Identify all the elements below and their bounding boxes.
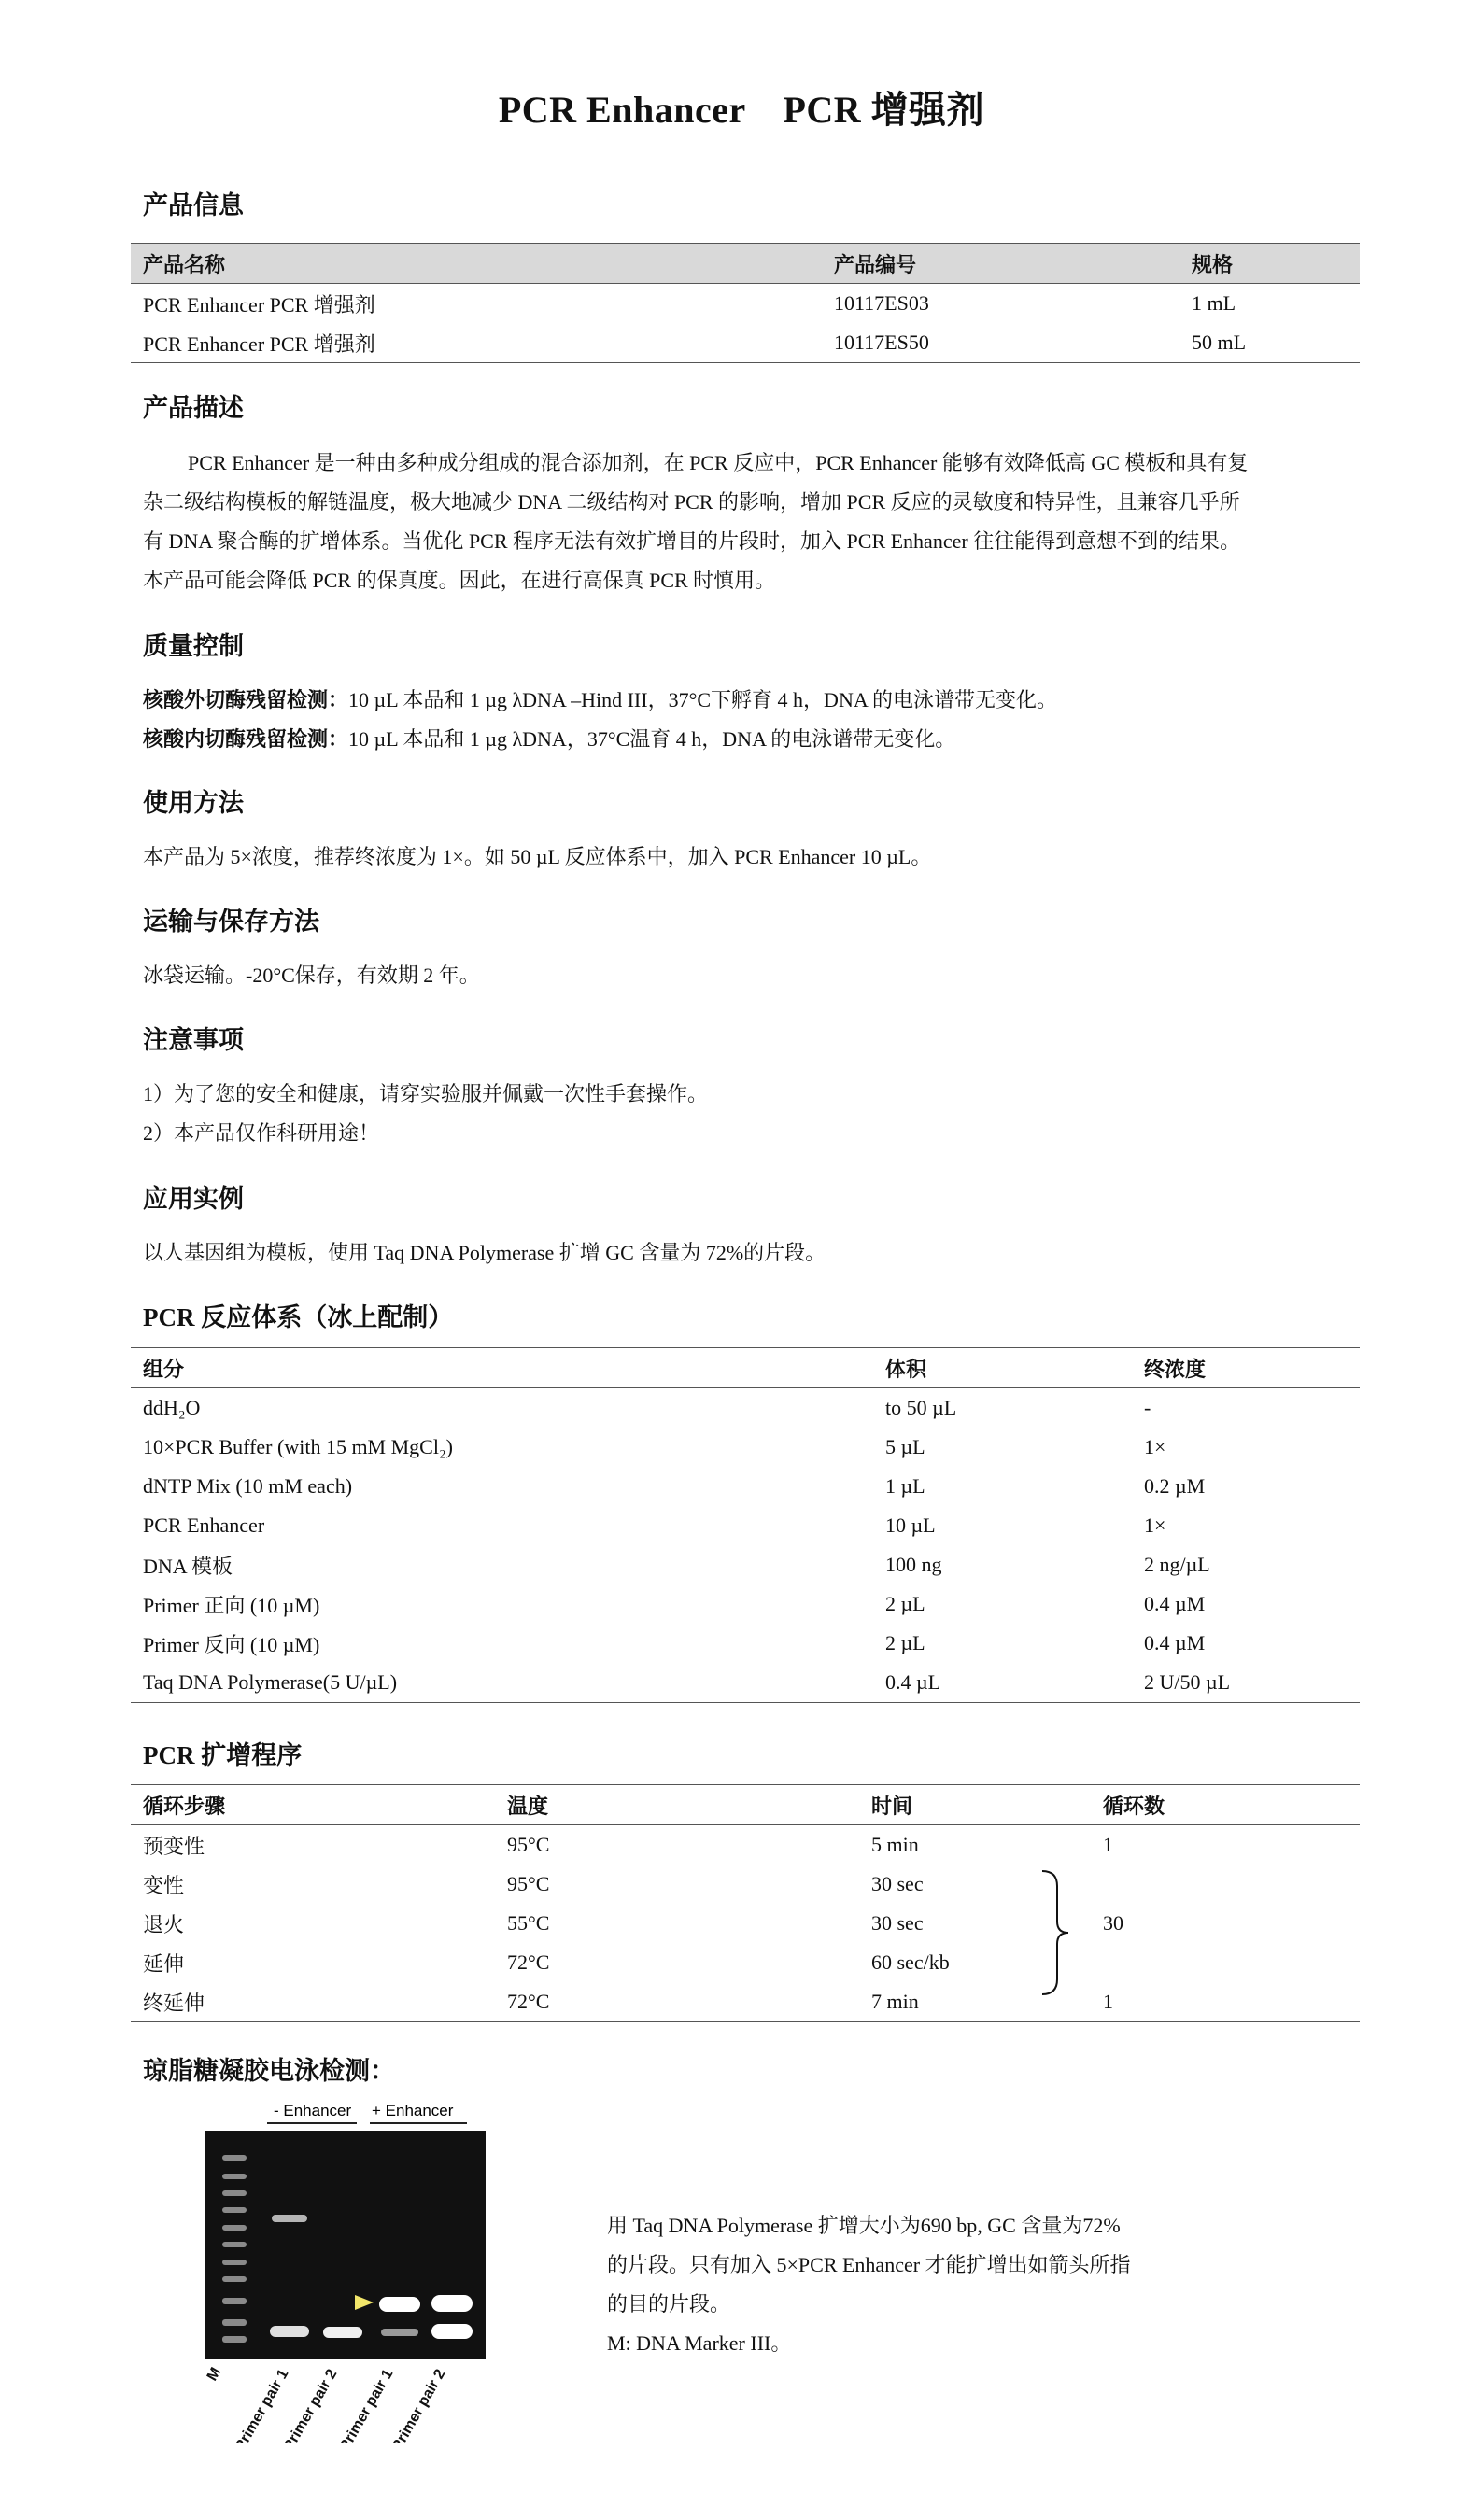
- notes-list: [143, 1075, 1357, 1153]
- table-cell: Primer 反向 (10 µM): [143, 1632, 320, 1656]
- note-item: 1）为了您的安全和健康，请穿实验服并佩戴一次性手套操作。: [143, 1082, 709, 1105]
- storage-text: 冰袋运输。-20°C保存，有效期 2 年。: [143, 964, 480, 987]
- table-cell: 预变性: [143, 1834, 205, 1858]
- table-cell: PCR Enhancer PCR 增强剂: [143, 292, 375, 317]
- table-cell: 2 ng/µL: [1144, 1553, 1210, 1576]
- table-cell: 0.2 µM: [1144, 1474, 1206, 1498]
- column-header: 体积: [885, 1357, 927, 1381]
- table-cell: 2 µL: [885, 1631, 925, 1654]
- table-cell: 1: [1103, 1990, 1113, 2013]
- table-cell: PCR Enhancer: [143, 1513, 265, 1537]
- table-cell: 30: [1103, 1911, 1123, 1935]
- table-cell: 1 mL: [1192, 291, 1236, 315]
- gel-caption-line: M: DNA Marker III。: [607, 2331, 792, 2355]
- table-cell: 72°C: [507, 1990, 550, 2013]
- section-heading-qc: 质量控制: [143, 632, 244, 660]
- table-cell: to 50 µL: [885, 1396, 957, 1419]
- table-row: [131, 1584, 1360, 1624]
- table-cell: PCR Enhancer PCR 增强剂: [143, 331, 375, 356]
- lane-label: M: [204, 2364, 225, 2384]
- note-item: 2）本产品仅作科研用途！: [143, 1121, 380, 1145]
- qc-item: [143, 681, 1357, 720]
- lane-label: Primer pair 1: [336, 2366, 397, 2443]
- gel-caption-line: 的目的片段。: [607, 2292, 731, 2316]
- qc-label: 核酸外切酶残留检测：: [143, 688, 349, 711]
- table-cell: 30 sec: [871, 1872, 924, 1895]
- table-header-row: [131, 244, 1360, 284]
- table-row: [131, 1545, 1360, 1584]
- description-line: PCR Enhancer 是一种由多种成分组成的混合添加剂，在 PCR 反应中，PCR Enhancer 能够有效降低高 GC 模板和具有复: [188, 451, 1249, 474]
- table-cell: 5 µL: [885, 1435, 925, 1458]
- table-row: [131, 1943, 1360, 1982]
- column-header: 终浓度: [1144, 1357, 1207, 1381]
- table-row: [131, 1865, 1360, 1904]
- table-cell: 0.4 µM: [1144, 1592, 1206, 1615]
- page-title: PCR Enhancer PCR 增强剂: [498, 89, 985, 131]
- description-line: 杂二级结构模板的解链温度，极大地减少 DNA 二级结构对 PCR 的影响，增加 PCR 反应的灵敏度和特异性，且兼容几乎所: [143, 490, 1240, 514]
- table-cell: 1: [1103, 1833, 1113, 1856]
- table-cell: 1 µL: [885, 1474, 925, 1498]
- reaction-table: [131, 1347, 1360, 1703]
- description-text: [143, 443, 1357, 600]
- product-info-table: [131, 243, 1360, 363]
- table-cell: dNTP Mix (10 mM each): [143, 1474, 353, 1498]
- section-heading-usage: 使用方法: [143, 789, 244, 817]
- example-text: 以人基因组为模板，使用 Taq DNA Polymerase 扩增 GC 含量为 72%的片段。: [143, 1241, 826, 1264]
- table-cell: [1091, 1943, 1360, 1982]
- lane-label: Primer pair 1: [232, 2366, 292, 2443]
- column-header: 组分: [143, 1357, 185, 1381]
- program-table: [131, 1784, 1360, 2022]
- table-row: [131, 284, 1360, 324]
- table-header-row: [131, 1348, 1360, 1388]
- table-row: [131, 1467, 1360, 1506]
- table-cell: -: [1144, 1396, 1151, 1419]
- table-row: [131, 1428, 1360, 1467]
- gel-caption-line: 的片段。只有加入 5×PCR Enhancer 才能扩增出如箭头所指: [607, 2253, 1131, 2276]
- table-cell: 50 mL: [1192, 331, 1247, 354]
- table-cell: 72°C: [507, 1950, 550, 1974]
- section-heading-notes: 注意事项: [143, 1026, 244, 1054]
- qc-value: 10 µL 本品和 1 µg λDNA –Hind III，37°C下孵育 4 h，DNA 的电泳谱带无变化。: [348, 688, 1058, 711]
- column-header: 产品编号: [834, 252, 917, 276]
- table-cell: 延伸: [143, 1951, 185, 1976]
- table-cell: 变性: [143, 1873, 185, 1897]
- gel-caption-line: 用 Taq DNA Polymerase 扩增大小为690 bp, GC 含量为72%: [607, 2214, 1121, 2237]
- gel-electrophoresis-image: [187, 2088, 504, 2443]
- table-cell: Taq DNA Polymerase(5 U/µL): [143, 1670, 398, 1694]
- qc-label: 核酸内切酶残留检测：: [143, 727, 349, 751]
- table-row: [131, 323, 1360, 363]
- table-row: [131, 1982, 1360, 2022]
- description-line: 本产品可能会降低 PCR 的保真度。因此，在进行高保真 PCR 时慎用。: [143, 569, 776, 592]
- table-row: [131, 1388, 1360, 1429]
- table-cell: 60 sec/kb: [871, 1950, 950, 1974]
- table-cell: 95°C: [507, 1872, 550, 1895]
- column-header: 时间: [871, 1794, 913, 1818]
- gel-caption: [607, 2206, 1205, 2363]
- table-cell: 1×: [1144, 1435, 1166, 1458]
- lane-label: Primer pair 2: [388, 2366, 449, 2443]
- table-row: [131, 1825, 1360, 1865]
- table-cell: Primer 正向 (10 µM): [143, 1593, 320, 1617]
- qc-text: [143, 681, 1357, 759]
- table-cell: 10×PCR Buffer (with 15 mM MgCl₂): [143, 1435, 453, 1458]
- qc-value: 10 µL 本品和 1 µg λDNA，37°C温育 4 h，DNA 的电泳谱带无变化。: [348, 727, 956, 751]
- table-cell: DNA 模板: [143, 1554, 233, 1578]
- table-row: [131, 1904, 1360, 1943]
- table-cell: 退火: [143, 1912, 185, 1936]
- table-cell: 终延伸: [143, 1991, 205, 2015]
- table-cell: 0.4 µL: [885, 1670, 941, 1694]
- section-heading-description: 产品描述: [143, 394, 244, 422]
- section-heading-example: 应用实例: [143, 1185, 244, 1213]
- qc-item: [143, 720, 1357, 759]
- table-cell: 7 min: [871, 1990, 919, 2013]
- cycle-brace-icon: [1037, 1867, 1074, 1998]
- column-header: 规格: [1192, 252, 1234, 276]
- table-cell: 100 ng: [885, 1553, 942, 1576]
- table-cell: 95°C: [507, 1833, 550, 1856]
- section-heading-reaction: PCR 反应体系（冰上配制）: [143, 1303, 454, 1331]
- table-row: [131, 1624, 1360, 1663]
- table-cell: 2 µL: [885, 1592, 925, 1615]
- table-cell: 5 min: [871, 1833, 919, 1856]
- table-cell: 10117ES03: [834, 291, 929, 315]
- section-heading-gel: 琼脂糖凝胶电泳检测：: [143, 2057, 395, 2085]
- usage-text: 本产品为 5×浓度，推荐终浓度为 1×。如 50 µL 反应体系中，加入 PCR Enhancer 10 µL。: [143, 845, 932, 868]
- column-header: 循环数: [1103, 1794, 1165, 1818]
- section-heading-program: PCR 扩增程序: [143, 1741, 303, 1769]
- table-cell: 30 sec: [871, 1911, 924, 1935]
- table-cell: 1×: [1144, 1513, 1166, 1537]
- column-header: 循环步骤: [143, 1794, 226, 1818]
- table-cell: 10117ES50: [834, 331, 929, 354]
- table-row: [131, 1663, 1360, 1703]
- gel-label-minus-enhancer: - Enhancer: [274, 2102, 352, 2119]
- description-line: 有 DNA 聚合酶的扩增体系。当优化 PCR 程序无法有效扩增目的片段时，加入 PCR Enhancer 往往能得到意想不到的结果。: [143, 529, 1241, 553]
- section-heading-product-info: 产品信息: [143, 191, 244, 219]
- table-cell: 0.4 µM: [1144, 1631, 1206, 1654]
- column-header: 产品名称: [143, 252, 226, 276]
- gel-label-plus-enhancer: + Enhancer: [372, 2102, 454, 2119]
- lane-label: Primer pair 2: [280, 2366, 341, 2443]
- table-cell: 2 U/50 µL: [1144, 1670, 1231, 1694]
- table-cell: 55°C: [507, 1911, 550, 1935]
- table-cell: ddH₂O: [143, 1396, 201, 1419]
- section-heading-storage: 运输与保存方法: [143, 908, 319, 936]
- column-header: 温度: [507, 1794, 549, 1818]
- table-cell: [1091, 1865, 1360, 1904]
- table-row: [131, 1506, 1360, 1545]
- table-header-row: [131, 1785, 1360, 1825]
- table-cell: 10 µL: [885, 1513, 936, 1537]
